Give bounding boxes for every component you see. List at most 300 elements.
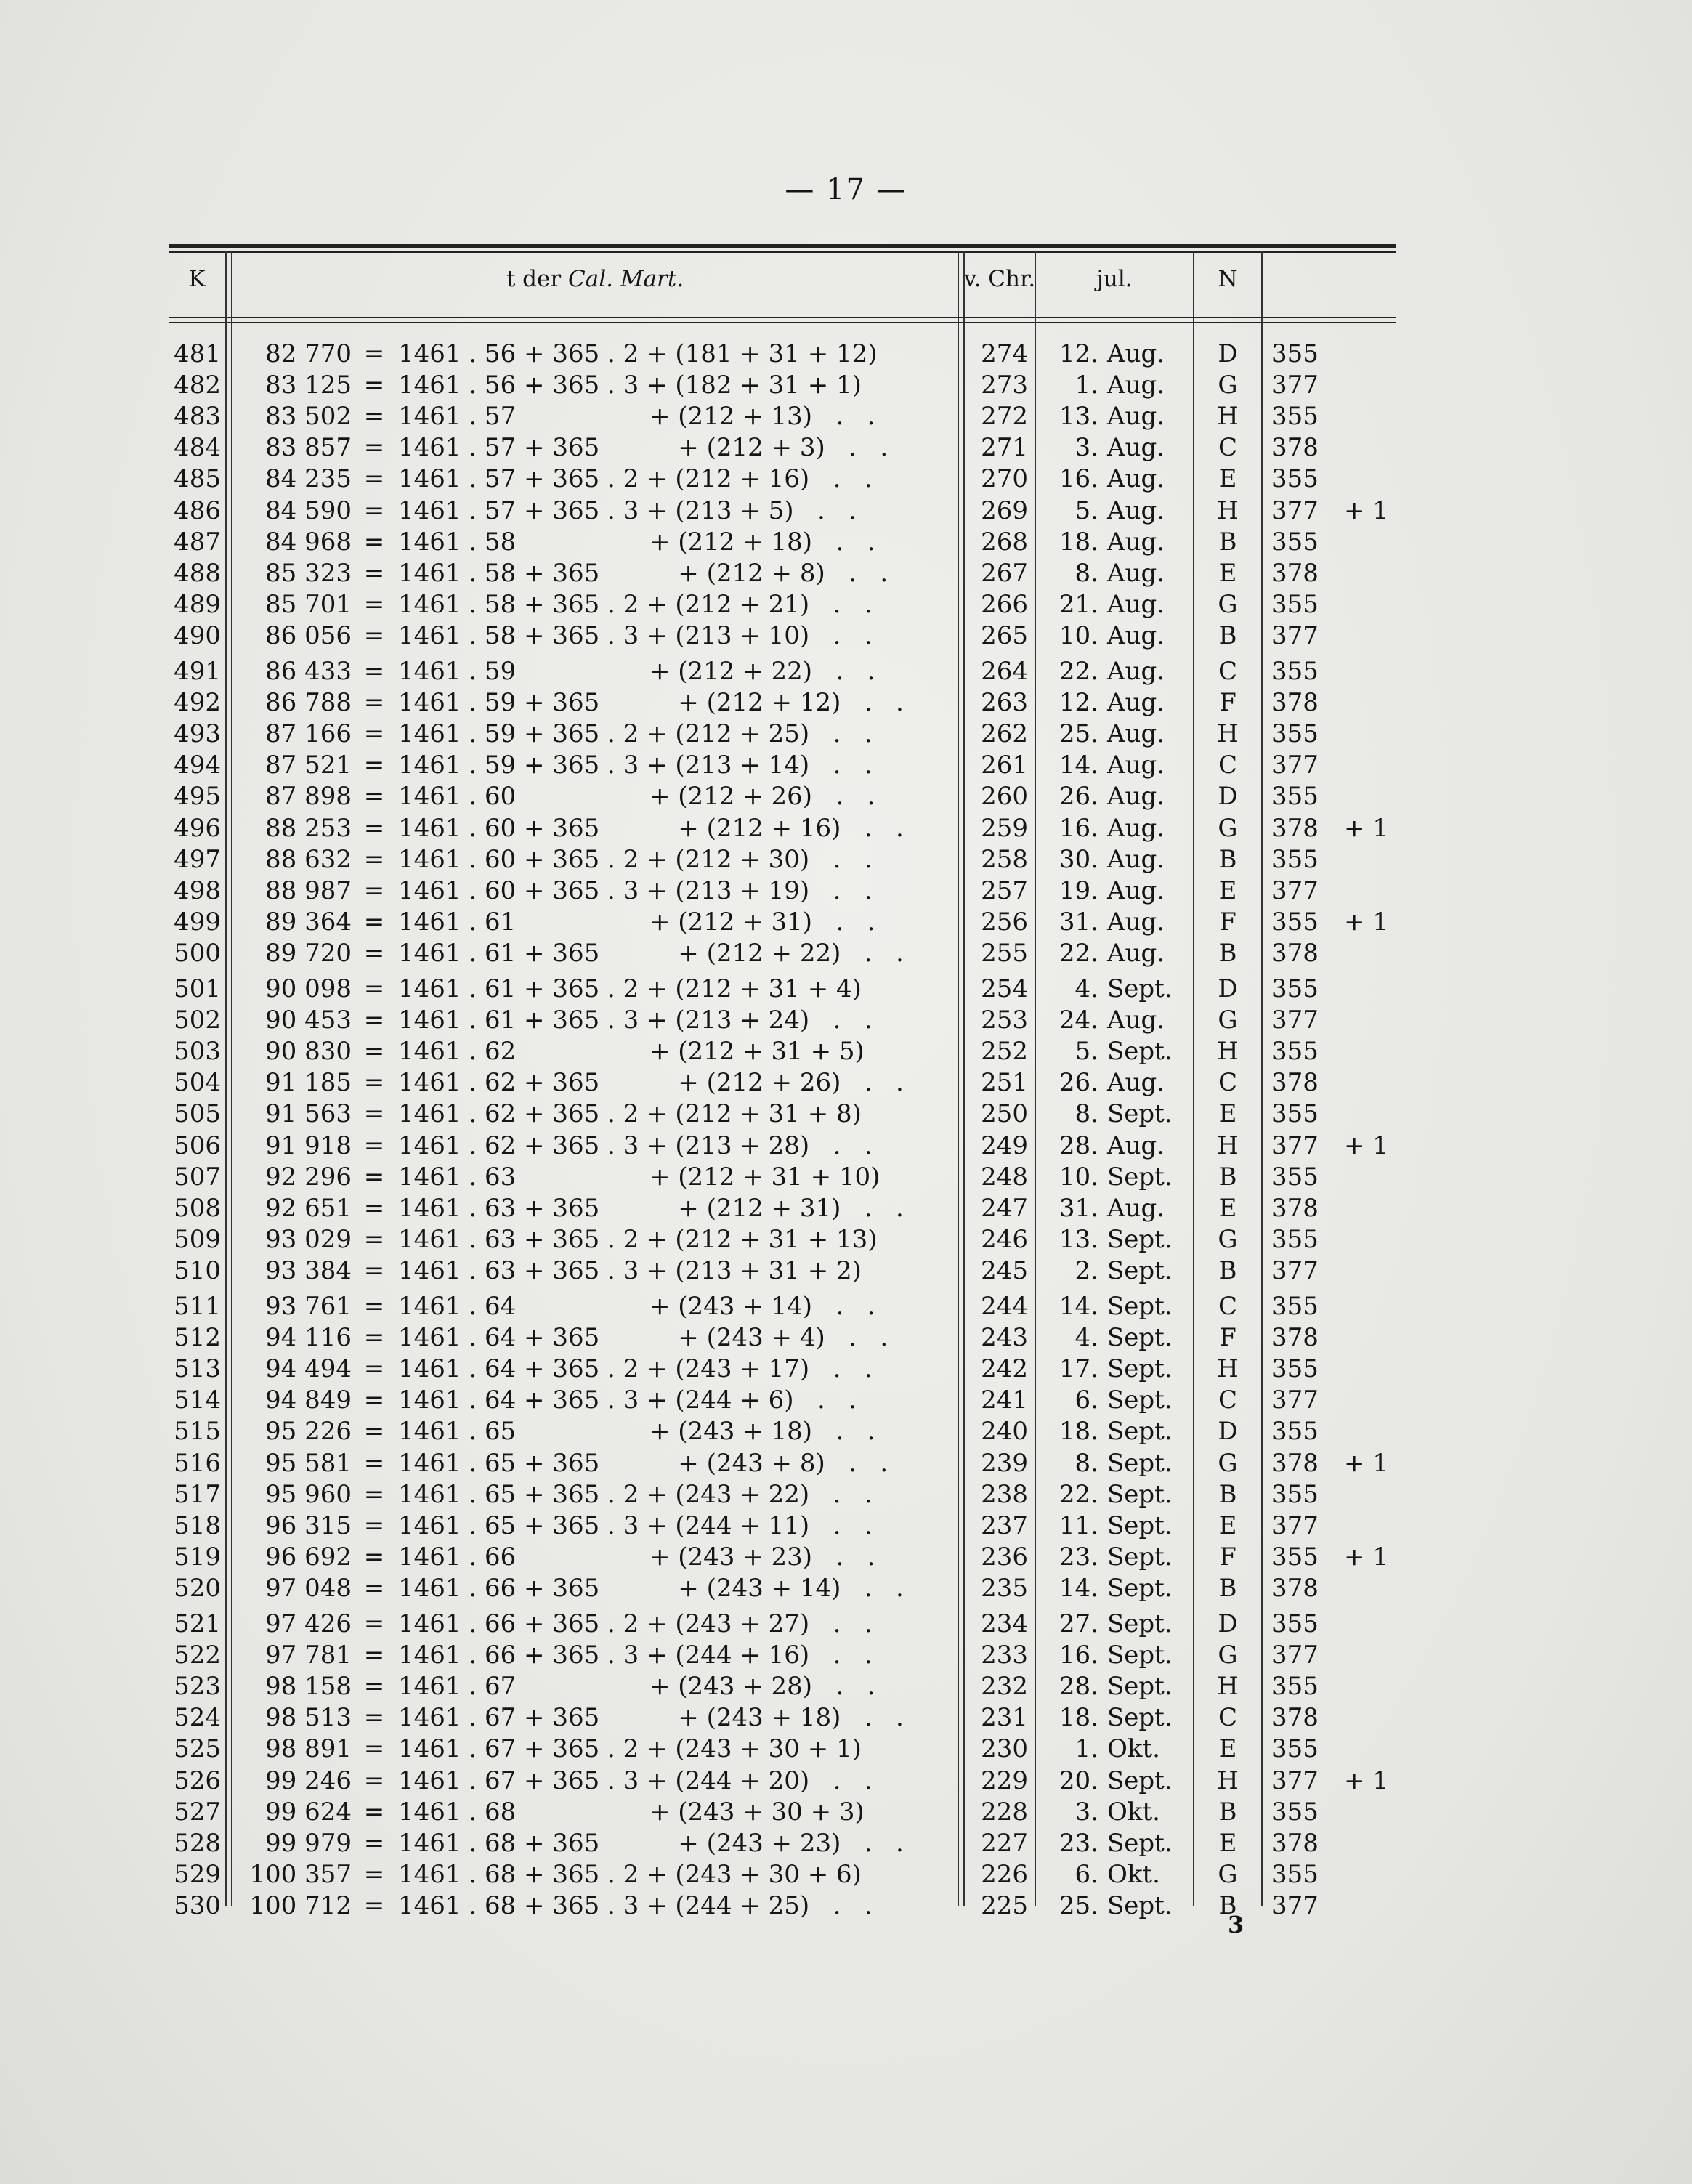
calendar-expression: 1461 . 58 + 365 . 2 + (212 + 21) . .: [398, 589, 873, 619]
equals-sign: =: [363, 1609, 385, 1638]
calendar-expression: 1461 . 61 + 365 . 2 + (212 + 31 + 4): [398, 974, 862, 1003]
weekday-letter: E: [1218, 464, 1237, 494]
equals-sign: =: [363, 1323, 385, 1353]
equals-sign: =: [363, 1386, 385, 1415]
equals-sign: =: [363, 938, 385, 968]
julian-day: 31.: [1058, 907, 1098, 937]
julian-day: 4.: [1074, 1323, 1098, 1353]
year-length: 378: [1271, 1448, 1319, 1478]
weekday-letter: B: [1218, 1162, 1237, 1192]
equals-sign: =: [363, 496, 385, 525]
calendar-expression: 1461 . 59 + (212 + 22) . .: [398, 657, 875, 686]
julian-month: Sept.: [1107, 1448, 1173, 1478]
year-bc: 248: [981, 1162, 1028, 1192]
equals-sign: =: [363, 813, 385, 843]
day-count: 86 056: [265, 620, 352, 650]
weekday-letter: D: [1218, 1417, 1238, 1447]
equals-sign: =: [363, 1510, 385, 1540]
equals-sign: =: [363, 1037, 385, 1067]
weekday-letter: H: [1217, 402, 1239, 432]
weekday-letter: B: [1218, 1255, 1237, 1285]
equals-sign: =: [363, 782, 385, 812]
equals-sign: =: [363, 751, 385, 780]
weekday-letter: F: [1219, 1323, 1236, 1353]
calendar-expression: 1461 . 67 + (243 + 28) . .: [398, 1672, 875, 1702]
row-number: 481: [174, 339, 221, 368]
year-length: 377: [1271, 875, 1319, 905]
year-bc: 273: [981, 371, 1028, 400]
table-row: [0, 813, 1692, 844]
day-count: 94 849: [265, 1386, 352, 1415]
table-row: [0, 527, 1692, 558]
correction: + 1: [1344, 1131, 1388, 1160]
calendar-expression: 1461 . 65 + 365 + (243 + 8) . .: [398, 1448, 888, 1478]
weekday-letter: E: [1218, 1193, 1237, 1223]
year-length: 355: [1271, 1479, 1319, 1509]
year-bc: 271: [981, 433, 1028, 463]
calendar-expression: 1461 . 59 + 365 + (212 + 12) . .: [398, 688, 904, 718]
table-row: [0, 1354, 1692, 1385]
equals-sign: =: [363, 1292, 385, 1321]
day-count: 95 581: [265, 1448, 352, 1478]
table-row: [0, 1859, 1692, 1890]
julian-month: Sept.: [1107, 1386, 1173, 1415]
day-count: 99 979: [265, 1828, 352, 1858]
column-header-vchr: v. Chr.: [963, 266, 1036, 292]
year-bc: 239: [981, 1448, 1028, 1478]
table-row: [0, 1609, 1692, 1640]
day-count: 99 246: [265, 1766, 352, 1795]
julian-day: 18.: [1058, 1417, 1098, 1447]
julian-month: Sept.: [1107, 1890, 1173, 1920]
weekday-letter: B: [1218, 1890, 1237, 1920]
weekday-letter: B: [1218, 1573, 1237, 1603]
julian-day: 1.: [1074, 371, 1098, 400]
row-number: 485: [174, 464, 221, 494]
year-bc: 229: [981, 1766, 1028, 1795]
julian-day: 31.: [1058, 1193, 1098, 1223]
julian-month: Sept.: [1107, 1255, 1173, 1285]
day-count: 89 720: [265, 938, 352, 968]
correction: + 1: [1344, 907, 1388, 937]
julian-day: 6.: [1074, 1859, 1098, 1889]
equals-sign: =: [363, 527, 385, 557]
year-bc: 260: [981, 782, 1028, 812]
weekday-letter: H: [1217, 1766, 1239, 1795]
table-row: [0, 496, 1692, 527]
julian-day: 25.: [1058, 1890, 1098, 1920]
row-number: 486: [174, 496, 221, 525]
table-row: [0, 719, 1692, 750]
table-row: [0, 844, 1692, 875]
julian-day: 11.: [1058, 1510, 1098, 1540]
julian-day: 5.: [1074, 1037, 1098, 1067]
year-bc: 249: [981, 1131, 1028, 1160]
table-row: [0, 589, 1692, 620]
row-number: 490: [174, 620, 221, 650]
julian-month: Sept.: [1107, 1672, 1173, 1702]
row-number: 506: [174, 1131, 221, 1160]
row-number: 514: [174, 1386, 221, 1415]
year-length: 377: [1271, 1641, 1319, 1670]
equals-sign: =: [363, 1193, 385, 1223]
year-bc: 237: [981, 1510, 1028, 1540]
year-bc: 242: [981, 1354, 1028, 1384]
day-count: 87 898: [265, 782, 352, 812]
table-row: [0, 1005, 1692, 1036]
row-number: 501: [174, 974, 221, 1003]
table-row: [0, 656, 1692, 687]
row-number: 513: [174, 1354, 221, 1384]
calendar-expression: 1461 . 66 + 365 + (243 + 14) . .: [398, 1573, 904, 1603]
row-number: 497: [174, 844, 221, 874]
equals-sign: =: [363, 1859, 385, 1889]
julian-day: 27.: [1058, 1609, 1098, 1638]
table-row: [0, 1542, 1692, 1573]
julian-day: 25.: [1058, 719, 1098, 749]
weekday-letter: C: [1218, 1703, 1237, 1733]
equals-sign: =: [363, 1417, 385, 1447]
row-number: 493: [174, 719, 221, 749]
year-bc: 254: [981, 974, 1028, 1003]
julian-month: Aug.: [1107, 1131, 1165, 1160]
table-row: [0, 1797, 1692, 1828]
top-rule-thick: [169, 244, 1396, 248]
day-count: 86 788: [265, 688, 352, 718]
table-row: [0, 1734, 1692, 1765]
calendar-expression: 1461 . 61 + (212 + 31) . .: [398, 907, 875, 937]
table-row: [0, 1766, 1692, 1797]
julian-day: 14.: [1058, 1573, 1098, 1603]
year-length: 355: [1271, 527, 1319, 557]
year-length: 355: [1271, 1734, 1319, 1764]
year-length: 378: [1271, 1703, 1319, 1733]
year-bc: 245: [981, 1255, 1028, 1285]
julian-month: Aug.: [1107, 464, 1165, 494]
calendar-expression: 1461 . 65 + 365 . 2 + (243 + 22) . .: [398, 1479, 873, 1509]
julian-day: 16.: [1058, 1641, 1098, 1670]
year-length: 355: [1271, 464, 1319, 494]
julian-day: 8.: [1074, 1448, 1098, 1478]
row-number: 529: [174, 1859, 221, 1889]
year-length: 377: [1271, 371, 1319, 400]
equals-sign: =: [363, 589, 385, 619]
julian-month: Sept.: [1107, 1417, 1173, 1447]
row-number: 489: [174, 589, 221, 619]
day-count: 87 521: [265, 751, 352, 780]
julian-month: Sept.: [1107, 1224, 1173, 1254]
row-number: 515: [174, 1417, 221, 1447]
julian-month: Sept.: [1107, 1479, 1173, 1509]
calendar-expression: 1461 . 62 + (212 + 31 + 5): [398, 1037, 865, 1067]
row-number: 530: [174, 1890, 221, 1920]
day-count: 96 692: [265, 1542, 352, 1572]
year-bc: 244: [981, 1292, 1028, 1321]
table-row: [0, 1573, 1692, 1604]
calendar-expression: 1461 . 68 + 365 . 2 + (243 + 30 + 6): [398, 1859, 862, 1889]
julian-day: 20.: [1058, 1766, 1098, 1795]
day-count: 91 918: [265, 1131, 352, 1160]
year-bc: 241: [981, 1386, 1028, 1415]
julian-month: Okt.: [1107, 1859, 1160, 1889]
equals-sign: =: [363, 688, 385, 718]
equals-sign: =: [363, 1224, 385, 1254]
weekday-letter: E: [1218, 558, 1237, 588]
julian-month: Aug.: [1107, 402, 1165, 432]
julian-day: 10.: [1058, 620, 1098, 650]
table-row: [0, 938, 1692, 969]
julian-month: Aug.: [1107, 844, 1165, 874]
calendar-expression: 1461 . 66 + 365 . 2 + (243 + 27) . .: [398, 1609, 873, 1638]
row-number: 483: [174, 402, 221, 432]
year-bc: 263: [981, 688, 1028, 718]
julian-day: 12.: [1058, 688, 1098, 718]
equals-sign: =: [363, 1703, 385, 1733]
table-row: [0, 1255, 1692, 1287]
year-length: 378: [1271, 1573, 1319, 1603]
row-number: 527: [174, 1797, 221, 1827]
row-number: 522: [174, 1641, 221, 1670]
julian-day: 23.: [1058, 1542, 1098, 1572]
day-count: 95 226: [265, 1417, 352, 1447]
row-number: 528: [174, 1828, 221, 1858]
equals-sign: =: [363, 1479, 385, 1509]
year-length: 355: [1271, 1162, 1319, 1192]
julian-month: Sept.: [1107, 974, 1173, 1003]
table-row: [0, 1510, 1692, 1542]
year-length: 355: [1271, 1037, 1319, 1067]
julian-day: 12.: [1058, 339, 1098, 368]
table-row: [0, 687, 1692, 719]
year-bc: 259: [981, 813, 1028, 843]
year-bc: 251: [981, 1068, 1028, 1098]
year-length: 355: [1271, 1292, 1319, 1321]
julian-month: Aug.: [1107, 782, 1165, 812]
table-row: [0, 974, 1692, 1005]
julian-month: Aug.: [1107, 751, 1165, 780]
julian-month: Aug.: [1107, 907, 1165, 937]
year-bc: 267: [981, 558, 1028, 588]
julian-day: 18.: [1058, 527, 1098, 557]
weekday-letter: G: [1218, 589, 1238, 619]
calendar-expression: 1461 . 62 + 365 . 3 + (213 + 28) . .: [398, 1131, 873, 1160]
weekday-letter: G: [1218, 813, 1238, 843]
weekday-letter: B: [1218, 938, 1237, 968]
julian-day: 28.: [1058, 1672, 1098, 1702]
year-bc: 272: [981, 402, 1028, 432]
table-row: [0, 620, 1692, 652]
julian-month: Sept.: [1107, 1099, 1173, 1129]
column-header-n: N: [1218, 266, 1238, 292]
day-count: 85 701: [265, 589, 352, 619]
table-row: [0, 1702, 1692, 1734]
julian-month: Okt.: [1107, 1797, 1160, 1827]
calendar-expression: 1461 . 63 + 365 + (212 + 31) . .: [398, 1193, 904, 1223]
equals-sign: =: [363, 1162, 385, 1192]
day-count: 83 125: [265, 371, 352, 400]
calendar-expression: 1461 . 68 + 365 . 3 + (244 + 25) . .: [398, 1890, 873, 1920]
day-count: 85 323: [265, 558, 352, 588]
equals-sign: =: [363, 875, 385, 905]
table-row: [0, 1193, 1692, 1224]
weekday-letter: E: [1218, 1099, 1237, 1129]
weekday-letter: D: [1218, 1609, 1238, 1638]
year-length: 355: [1271, 974, 1319, 1003]
calendar-expression: 1461 . 60 + 365 + (212 + 16) . .: [398, 813, 904, 843]
julian-month: Sept.: [1107, 1542, 1173, 1572]
calendar-expression: 1461 . 58 + 365 . 3 + (213 + 10) . .: [398, 620, 873, 650]
weekday-letter: B: [1218, 844, 1237, 874]
table-row: [0, 1291, 1692, 1322]
day-count: 94 116: [265, 1323, 352, 1353]
day-count: 83 502: [265, 402, 352, 432]
julian-month: Sept.: [1107, 1323, 1173, 1353]
day-count: 82 770: [265, 339, 352, 368]
equals-sign: =: [363, 1890, 385, 1920]
year-length: 377: [1271, 751, 1319, 780]
row-number: 503: [174, 1037, 221, 1067]
calendar-expression: 1461 . 57 + 365 + (212 + 3) . .: [398, 433, 888, 463]
weekday-letter: E: [1218, 1734, 1237, 1764]
day-count: 91 185: [265, 1068, 352, 1098]
julian-month: Aug.: [1107, 1068, 1165, 1098]
day-count: 84 590: [265, 496, 352, 525]
year-bc: 232: [981, 1672, 1028, 1702]
day-count: 97 426: [265, 1609, 352, 1638]
calendar-expression: 1461 . 64 + 365 . 2 + (243 + 17) . .: [398, 1354, 873, 1384]
day-count: 100 357: [249, 1859, 352, 1889]
signature-mark: 3: [1228, 1911, 1244, 1938]
julian-month: Sept.: [1107, 1703, 1173, 1733]
row-number: 523: [174, 1672, 221, 1702]
year-bc: 243: [981, 1323, 1028, 1353]
table-row: [0, 464, 1692, 495]
year-bc: 255: [981, 938, 1028, 968]
year-length: 355: [1271, 589, 1319, 619]
julian-month: Sept.: [1107, 1037, 1173, 1067]
julian-month: Aug.: [1107, 589, 1165, 619]
equals-sign: =: [363, 402, 385, 432]
equals-sign: =: [363, 1797, 385, 1827]
year-length: 377: [1271, 1006, 1319, 1035]
julian-day: 8.: [1074, 558, 1098, 588]
year-bc: 274: [981, 339, 1028, 368]
calendar-expression: 1461 . 62 + 365 + (212 + 26) . .: [398, 1068, 904, 1098]
julian-day: 13.: [1058, 402, 1098, 432]
weekday-letter: C: [1218, 657, 1237, 686]
equals-sign: =: [363, 1068, 385, 1098]
correction: + 1: [1344, 496, 1388, 525]
weekday-letter: G: [1218, 1859, 1238, 1889]
julian-month: Aug.: [1107, 813, 1165, 843]
calendar-expression: 1461 . 57 + (212 + 13) . .: [398, 402, 875, 432]
weekday-letter: D: [1218, 974, 1238, 1003]
table-row: [0, 558, 1692, 589]
table-row: [0, 1162, 1692, 1193]
correction: + 1: [1344, 1766, 1388, 1795]
julian-month: Sept.: [1107, 1573, 1173, 1603]
table-row: [0, 1671, 1692, 1702]
julian-day: 23.: [1058, 1828, 1098, 1858]
year-length: 355: [1271, 907, 1319, 937]
row-number: 507: [174, 1162, 221, 1192]
day-count: 84 968: [265, 527, 352, 557]
column-header-t: t der Cal. Mart.: [506, 266, 684, 292]
page-number: — 17 —: [785, 173, 907, 206]
table-row: [0, 1828, 1692, 1859]
calendar-expression: 1461 . 64 + (243 + 14) . .: [398, 1292, 875, 1321]
row-number: 518: [174, 1510, 221, 1540]
equals-sign: =: [363, 433, 385, 463]
column-header-jul: jul.: [1096, 266, 1133, 292]
table-row: [0, 907, 1692, 938]
table-row: [0, 1322, 1692, 1354]
equals-sign: =: [363, 339, 385, 368]
julian-month: Aug.: [1107, 875, 1165, 905]
weekday-letter: G: [1218, 1448, 1238, 1478]
weekday-letter: B: [1218, 1479, 1237, 1509]
year-length: 355: [1271, 719, 1319, 749]
year-length: 377: [1271, 1766, 1319, 1795]
weekday-letter: E: [1218, 1510, 1237, 1540]
table-row: [0, 432, 1692, 464]
day-count: 97 781: [265, 1641, 352, 1670]
year-bc: 253: [981, 1006, 1028, 1035]
calendar-expression: 1461 . 59 + 365 . 2 + (212 + 25) . .: [398, 719, 873, 749]
calendar-expression: 1461 . 57 + 365 . 2 + (212 + 16) . .: [398, 464, 873, 494]
year-length: 378: [1271, 1068, 1319, 1098]
calendar-expression: 1461 . 65 + (243 + 18) . .: [398, 1417, 875, 1447]
correction: + 1: [1344, 813, 1388, 843]
julian-day: 2.: [1074, 1255, 1098, 1285]
julian-day: 13.: [1058, 1224, 1098, 1254]
equals-sign: =: [363, 844, 385, 874]
year-bc: 250: [981, 1099, 1028, 1129]
weekday-letter: C: [1218, 751, 1237, 780]
day-count: 88 987: [265, 875, 352, 905]
row-number: 519: [174, 1542, 221, 1572]
row-number: 512: [174, 1323, 221, 1353]
julian-month: Sept.: [1107, 1292, 1173, 1321]
year-bc: 235: [981, 1573, 1028, 1603]
row-number: 521: [174, 1609, 221, 1638]
equals-sign: =: [363, 1734, 385, 1764]
year-length: 355: [1271, 1417, 1319, 1447]
equals-sign: =: [363, 1006, 385, 1035]
year-length: 378: [1271, 1828, 1319, 1858]
julian-day: 3.: [1074, 1797, 1098, 1827]
equals-sign: =: [363, 1672, 385, 1702]
julian-day: 16.: [1058, 813, 1098, 843]
julian-month: Sept.: [1107, 1766, 1173, 1795]
year-bc: 258: [981, 844, 1028, 874]
row-number: 509: [174, 1224, 221, 1254]
julian-day: 16.: [1058, 464, 1098, 494]
row-number: 484: [174, 433, 221, 463]
equals-sign: =: [363, 1766, 385, 1795]
year-length: 378: [1271, 433, 1319, 463]
julian-day: 8.: [1074, 1099, 1098, 1129]
julian-month: Okt.: [1107, 1734, 1160, 1764]
year-bc: 230: [981, 1734, 1028, 1764]
equals-sign: =: [363, 974, 385, 1003]
calendar-expression: 1461 . 64 + 365 + (243 + 4) . .: [398, 1323, 888, 1353]
equals-sign: =: [363, 1255, 385, 1285]
julian-month: Aug.: [1107, 371, 1165, 400]
row-number: 510: [174, 1255, 221, 1285]
correction: + 1: [1344, 1448, 1388, 1478]
table-row: [0, 370, 1692, 401]
